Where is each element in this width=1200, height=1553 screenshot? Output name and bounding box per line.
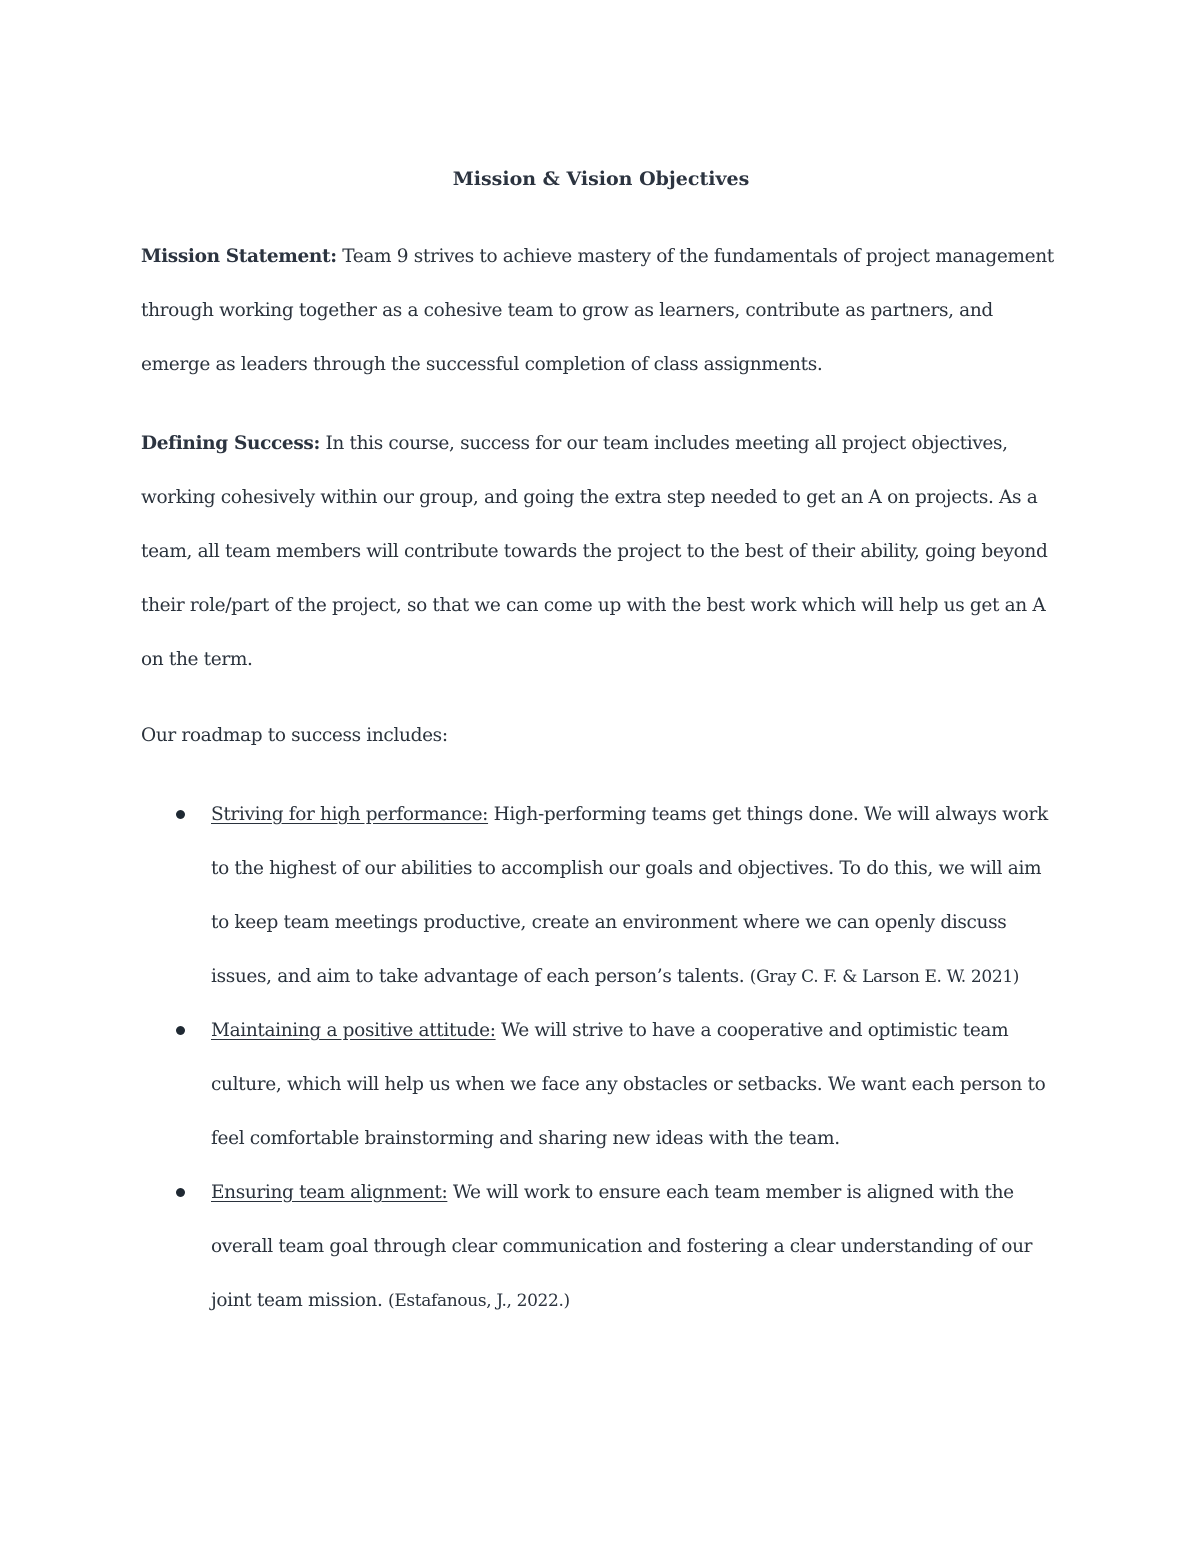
mission-statement-label: Mission Statement: <box>141 246 337 267</box>
mission-statement-text: Team 9 strives to achieve mastery of the fundamentals of project management through working together as a cohesive team to grow as learners, contribute as partners, and emerge as leaders through the successful completion of class assignments. <box>141 246 1054 375</box>
defining-success-text: In this course, success for our team includes meeting all project objectives, working cohesively within our group, and going the extra step needed to get an A on projects. As a team, all team members will contribute towards the project to the best of their ability, going beyond their role/part of the project, so that we can come up with the best work which will help us get an A on the term. <box>141 433 1048 670</box>
list-item <box>141 788 1061 1004</box>
list-item-term: Striving for high performance: <box>211 804 489 825</box>
defining-success-label: Defining Success: <box>141 433 320 454</box>
page-title: Mission & Vision Objectives <box>452 168 750 190</box>
list-item-text: We will strive to have a cooperative and optimistic team culture, which will help us when we face any obstacles or setbacks. We want each person to feel comfortable brainstorming and sharing new ideas with the team. <box>211 1020 1046 1149</box>
bullet-icon <box>176 1026 185 1035</box>
roadmap-list <box>141 788 1061 1328</box>
bullet-icon <box>176 810 185 819</box>
list-item-citation: (Estafanous, J., 2022.) <box>388 1291 570 1311</box>
list-item <box>141 1004 1061 1166</box>
mission-statement-paragraph <box>141 230 1061 392</box>
list-item-citation: (Gray C. F. & Larson E. W. 2021) <box>749 967 1020 987</box>
roadmap-intro: Our roadmap to success includes: <box>141 725 448 746</box>
list-item-text: High-performing teams get things done. We will always work to the highest of our abilities to accomplish our goals and objectives. To do this, we will aim to keep team meetings productive, create an environment where we can openly discuss issues, and aim to take advantage of each person’s talents. <box>211 804 1048 987</box>
list-item-term: Maintaining a positive attitude: <box>211 1020 496 1041</box>
list-item-term: Ensuring team alignment: <box>211 1182 448 1203</box>
list-item-text: We will work to ensure each team member is aligned with the overall team goal through clear communication and fostering a clear understanding of our joint team mission. <box>211 1182 1033 1311</box>
defining-success-paragraph <box>141 417 1061 687</box>
bullet-icon <box>176 1188 185 1197</box>
list-item <box>141 1166 1061 1328</box>
